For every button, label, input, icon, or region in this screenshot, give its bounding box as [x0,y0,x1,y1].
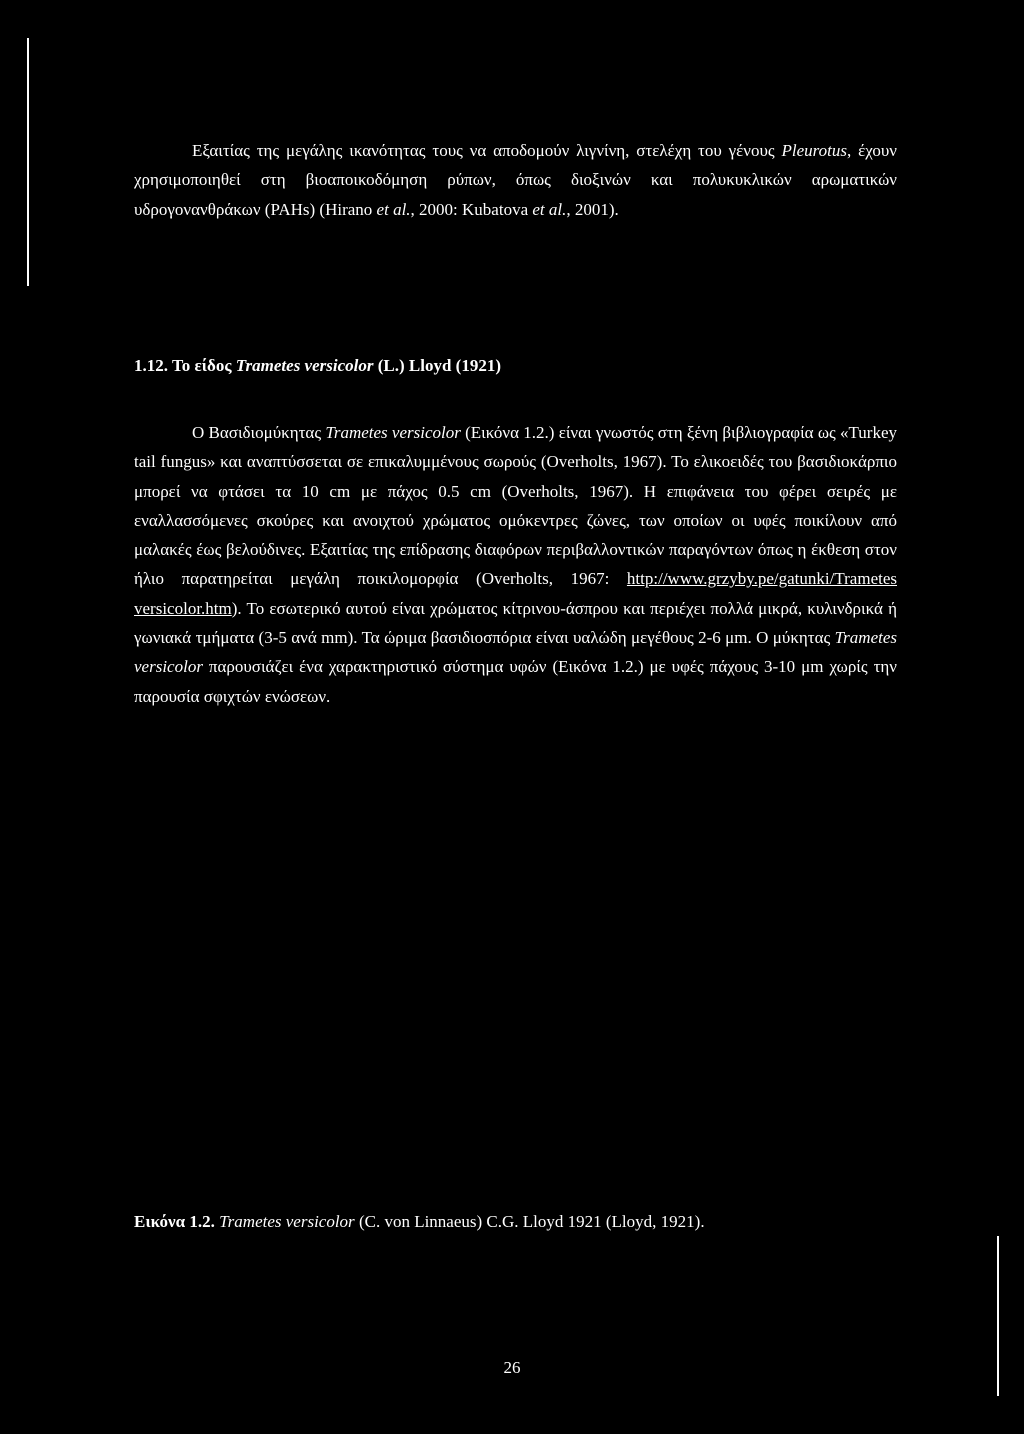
genus-name: Pleurotus [781,141,847,160]
text-run: ). Το εσωτερικό αυτού είναι χρώματος κίτρινου-άσπρου και περιέχει πολλά μικρά, κυλινδρικά ή γωνιακά τμήματα (3-5 ανά mm). Τα ώριμα βασιδιοσπόρια είναι υαλώδη μεγέθους 2-6 μm. Ο μύκητας [134,598,897,648]
text-run: Ο Βασιδιομύκητας [192,423,326,442]
paragraph-trametes [134,418,897,711]
text-run: , 2001). [566,199,619,219]
et-al: et al. [532,199,567,219]
reference-link[interactable]: http://www.grzyby.pe/gatunki/Trametes versicolor.htm [134,569,897,618]
text-run: παρουσιάζει ένα χαρακτηριστικό σύστημα υφών (Εικόνα 1.2.) με υφές πάχους 3-10 μm χωρίς την παρουσία σφιχτών ενώσεων. [134,657,897,706]
heading-species: Trametes versicolor [235,356,374,375]
scan-edge-line-left [27,38,29,286]
caption-species: Trametes versicolor [219,1212,355,1231]
species-name: Trametes versicolor [325,423,461,442]
figure-caption [134,1210,705,1234]
text-run: (Εικόνα 1.2.) είναι γνωστός στη ξένη βιβλιογραφία ως «Turkey tail fungus» και αναπτύσσεται σε επικαλυμμένους σωρούς (Overholts, 1967). Το ελικοειδές του βασιδιοκάρπιο μπορεί να φτάσει τα 10 cm με πάχος 0.5 cm (Overholts, 1967). Η επιφάνεια του φέρει σειρές με εναλλασσόμενες σκούρες και ανοιχτού χρώματος ομόκεντρες ζώνες, των οποίων οι υφές ποικίλουν από μαλακές έως βελούδινες. Εξαιτίας της επίδρασης διαφόρων περιβαλλοντικών παραγόντων όπως η έκθεση στον ήλιο παρατηρείται μεγάλη ποικιλομορφία (Overholts, 1967: [134,423,897,589]
paragraph-pleurotus [134,136,897,224]
text-run: Εξαιτίας της μεγάλης ικανότητας τους να αποδομούν λιγνίνη, στελέχη του γένους [192,141,782,160]
caption-label: Εικόνα 1.2. [134,1212,215,1231]
text-run: , έχουν χρησιμοποιηθεί στη βιοαποικοδόμηση ρύπων, όπως διοξινών και πολυκυκλικών αρωματικών υδρογονανθράκων (PAHs) (Hirano [134,141,897,219]
page-number: 26 [503,1358,521,1377]
heading-prefix: Το είδος [168,356,236,375]
caption-text: (C. von Linnaeus) C.G. Lloyd 1921 (Lloyd, 1921). [354,1212,705,1231]
text-run: , 2000: Kubatova [410,199,533,219]
et-al: et al. [376,199,411,219]
section-heading [134,354,501,378]
heading-suffix: (L.) Lloyd (1921) [373,356,501,375]
section-number: 1.12. [134,356,168,375]
species-name: Trametes versicolor [134,628,897,677]
